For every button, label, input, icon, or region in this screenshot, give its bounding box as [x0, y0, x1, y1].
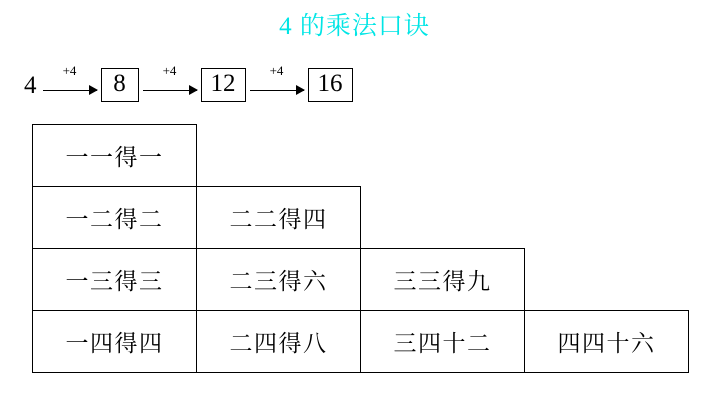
chain-result-2: 12: [201, 68, 246, 102]
multiplication-table: [32, 124, 688, 372]
table-cell: 四四十六: [524, 310, 689, 373]
page-title: 4 的乘法口诀: [279, 13, 430, 40]
chain-arrow-2-label: +4: [162, 63, 177, 78]
table-cell: 二二得四: [196, 186, 361, 249]
chain-arrow-1: [39, 65, 101, 105]
table-cell: 一一得一: [32, 124, 197, 187]
chain-arrow-3-label: +4: [269, 63, 284, 78]
addition-chain: [22, 62, 353, 108]
table-cell: 二三得六: [196, 248, 361, 311]
chain-arrow-2: [139, 65, 201, 105]
table-row: [32, 186, 688, 248]
table-cell: 三三得九: [360, 248, 525, 311]
table-cell: 一二得二: [32, 186, 197, 249]
table-row: [32, 248, 688, 310]
chain-arrow-3: [246, 65, 308, 105]
arrow-head-icon: [89, 85, 98, 95]
table-cell: 二四得八: [196, 310, 361, 373]
chain-arrow-1-label: +4: [62, 63, 77, 78]
chain-start-number: 4: [24, 71, 37, 99]
arrow-head-icon: [189, 85, 198, 95]
table-row: [32, 124, 688, 186]
table-cell: 一四得四: [32, 310, 197, 373]
table-cell: 三四十二: [360, 310, 525, 373]
table-row: [32, 310, 688, 372]
chain-result-3: 16: [308, 68, 353, 102]
chain-result-1: 8: [101, 68, 139, 102]
table-cell: 一三得三: [32, 248, 197, 311]
arrow-head-icon: [296, 85, 305, 95]
